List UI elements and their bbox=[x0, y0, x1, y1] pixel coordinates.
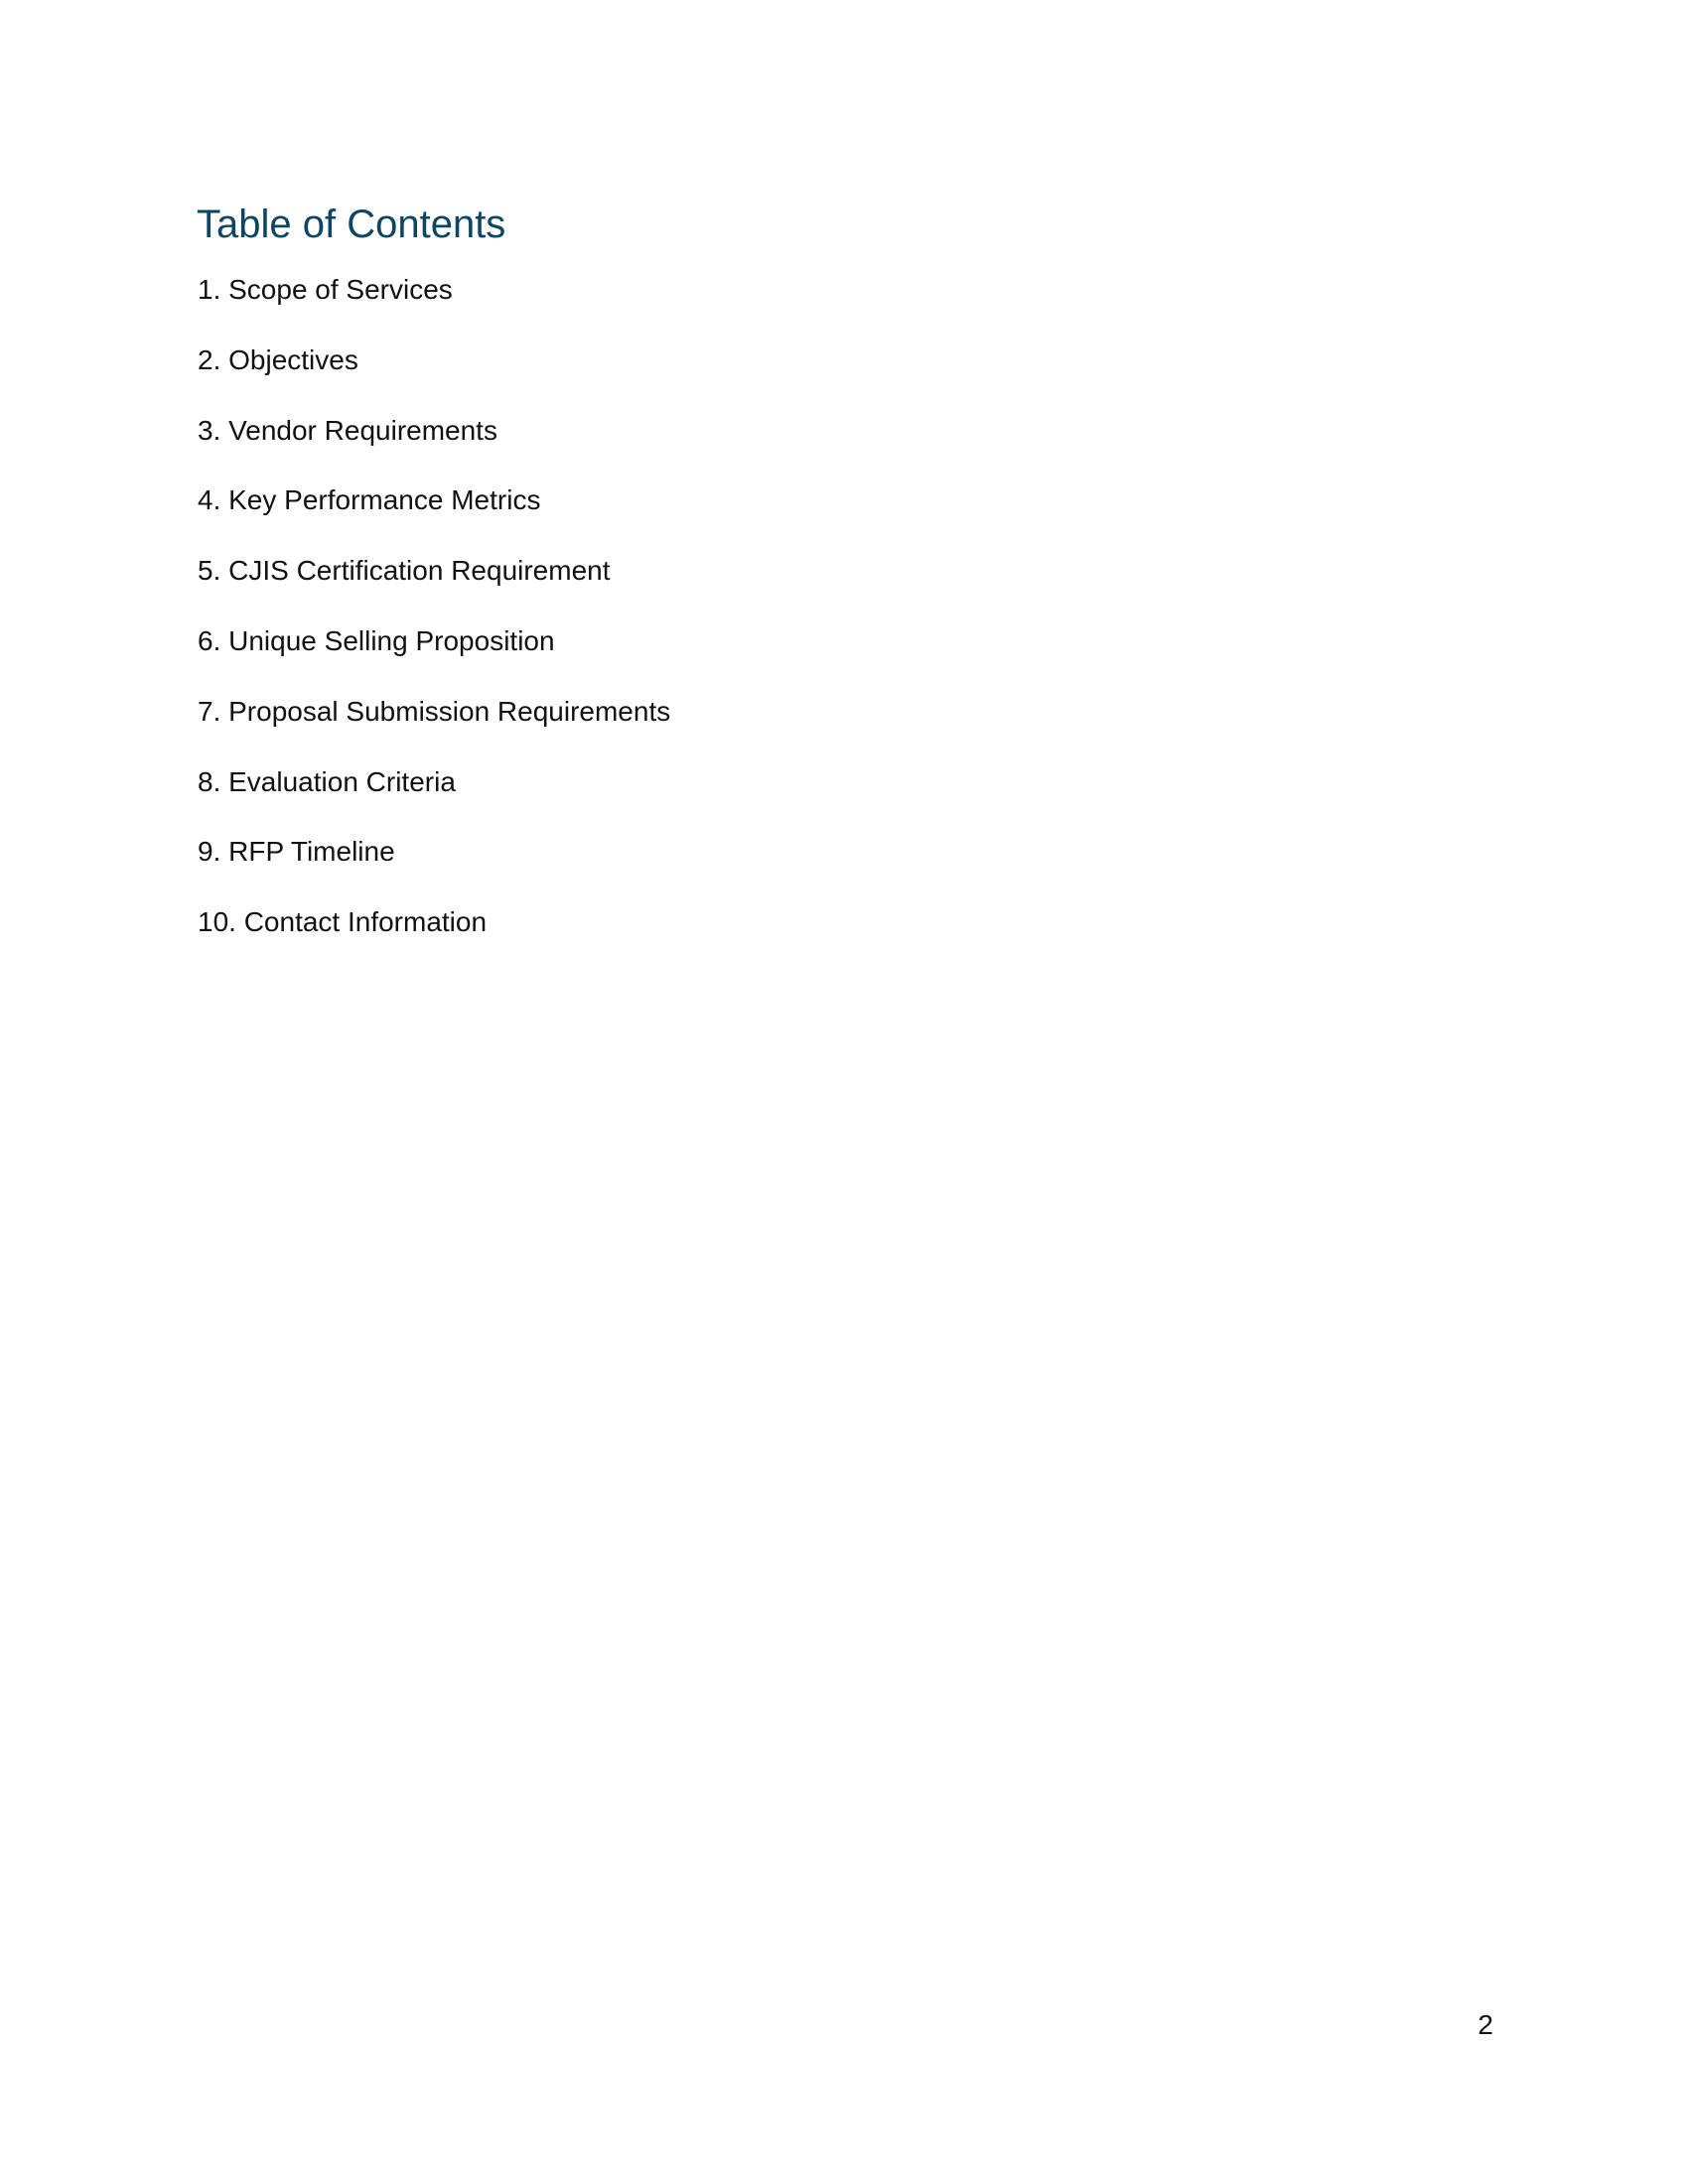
page-number: 2 bbox=[1477, 2009, 1493, 2040]
toc-item: 9. RFP Timeline bbox=[198, 836, 395, 868]
toc-item: 1. Scope of Services bbox=[198, 274, 453, 305]
toc-item: 6. Unique Selling Proposition bbox=[198, 624, 555, 656]
toc-list bbox=[198, 270, 670, 973]
toc-item: 10. Contact Information bbox=[198, 906, 488, 938]
toc-item: 5. CJIS Certification Requirement bbox=[198, 555, 611, 587]
toc-item: 8. Evaluation Criteria bbox=[198, 765, 456, 797]
toc-item: 7. Proposal Submission Requirements bbox=[198, 695, 671, 727]
toc-item: 3. Vendor Requirements bbox=[198, 414, 497, 446]
toc-heading: Table of Contents bbox=[197, 203, 506, 246]
toc-item: 4. Key Performance Metrics bbox=[198, 484, 541, 516]
toc-item: 2. Objectives bbox=[198, 343, 358, 375]
